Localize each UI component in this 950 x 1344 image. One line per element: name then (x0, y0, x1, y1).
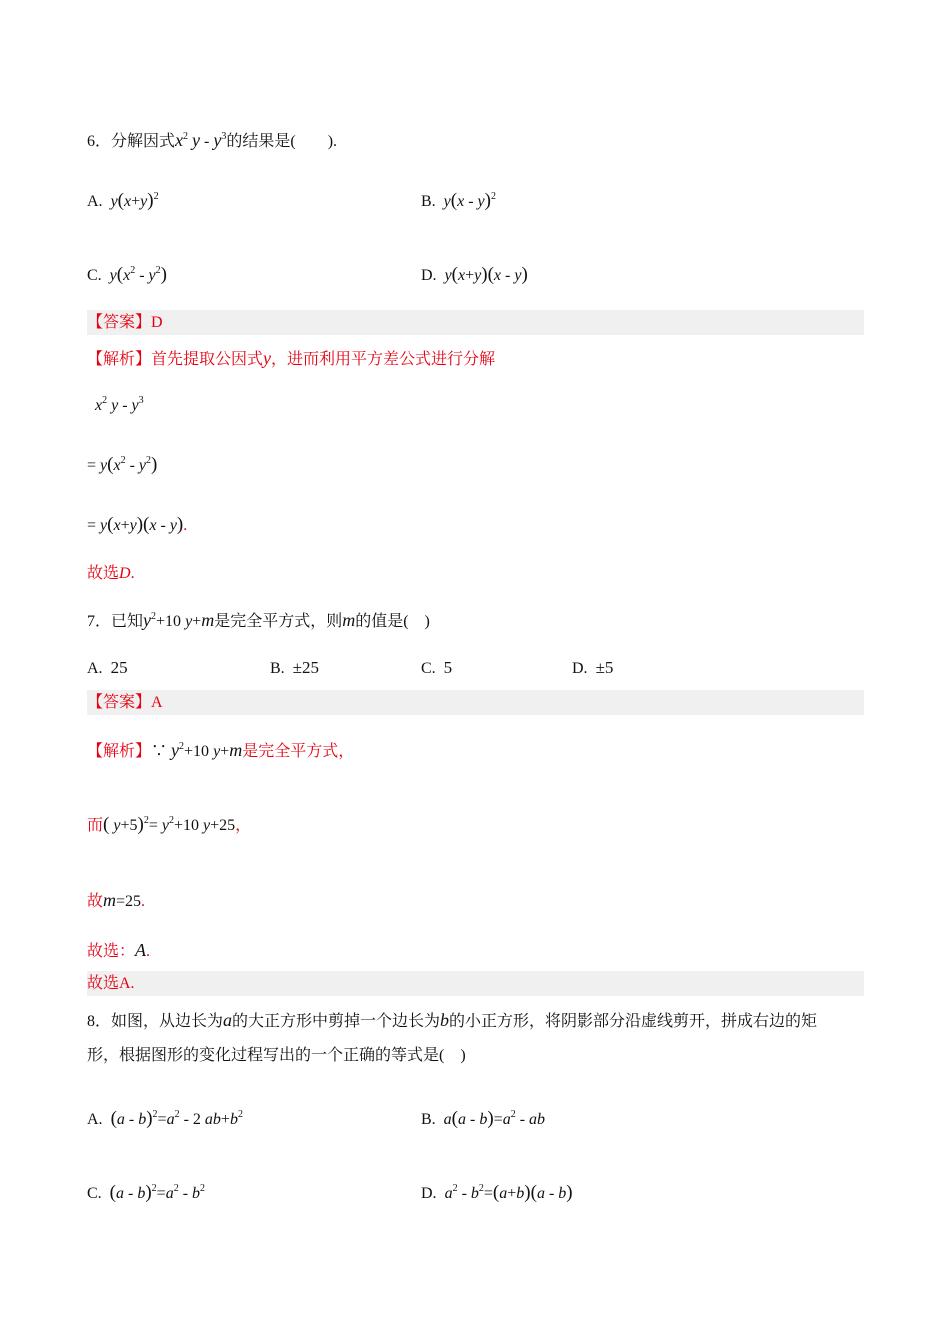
option-a[interactable]: A. $(a - b)^2=a^2 - 2$ $ab+b^2$ (87, 1108, 243, 1129)
option-a[interactable]: A. 25 (87, 658, 128, 677)
final-answer-bar: 故选A. (87, 971, 864, 996)
question-number: 6． (87, 133, 112, 150)
option-d[interactable]: D. ±5 (572, 658, 614, 677)
option-c[interactable]: C. $(a - b)^2=a^2 - b^2$ (87, 1182, 206, 1203)
option-b[interactable]: B. ±25 (270, 658, 320, 677)
option-b[interactable]: B. $a(a - b)=a^2$ - ab (421, 1108, 546, 1129)
math-step: 故m=25. (87, 890, 146, 910)
question-8-stem-cont: 形，根据图形的变化过程写出的一个正确的等式是( ) (87, 1047, 466, 1064)
analysis-line: 【解析】∵ $y^2+10$ y+m是完全平方式， (87, 740, 355, 760)
question-8-stem: 8．如图，从边长为a的大正方形中剪掉一个边长为b的小正方形，将阴影部分沿虚线剪开，拼成右边的矩 (87, 1010, 818, 1030)
conclusion: 故选D. (87, 565, 135, 582)
option-a[interactable]: A. $y(x+y)^2$ (87, 190, 159, 211)
question-number: 8． (87, 1013, 112, 1030)
math-step: 而( $y+5)^2= y^2+10$ y+25， (87, 814, 252, 835)
option-b[interactable]: B. y(x - y)$^2$ (421, 190, 496, 211)
math-step: = $y(x^2 - y^2)$ (87, 454, 158, 475)
option-d[interactable]: D. y(x+y)(x - y) (421, 264, 528, 285)
option-d[interactable]: D. $a^2 - b^2=(a+b)(a - b)$ (421, 1182, 573, 1203)
math-step: = y(x+y)(x - y). (87, 514, 188, 535)
question-number: 7． (87, 613, 112, 630)
option-c[interactable]: C. $y(x^2 - y^2)$ (87, 264, 167, 285)
answer-bar: 【答案】A (87, 690, 864, 715)
question-7-stem: 7．已知$y^2+10$ y+m是完全平方式，则m的值是( ) (87, 610, 430, 630)
answer-bar: 【答案】D (87, 310, 864, 335)
math-step: $x^2$ y - $y^3$ (95, 395, 144, 414)
question-6-stem: 6．分解因式$x^2$ y - $y^3$的结果是( ). (87, 130, 338, 150)
option-c[interactable]: C. 5 (421, 658, 453, 677)
conclusion: 故选：A. (87, 940, 151, 960)
analysis-line: 【解析】首先提取公因式y，进而利用平方差公式进行分解 (87, 348, 496, 368)
